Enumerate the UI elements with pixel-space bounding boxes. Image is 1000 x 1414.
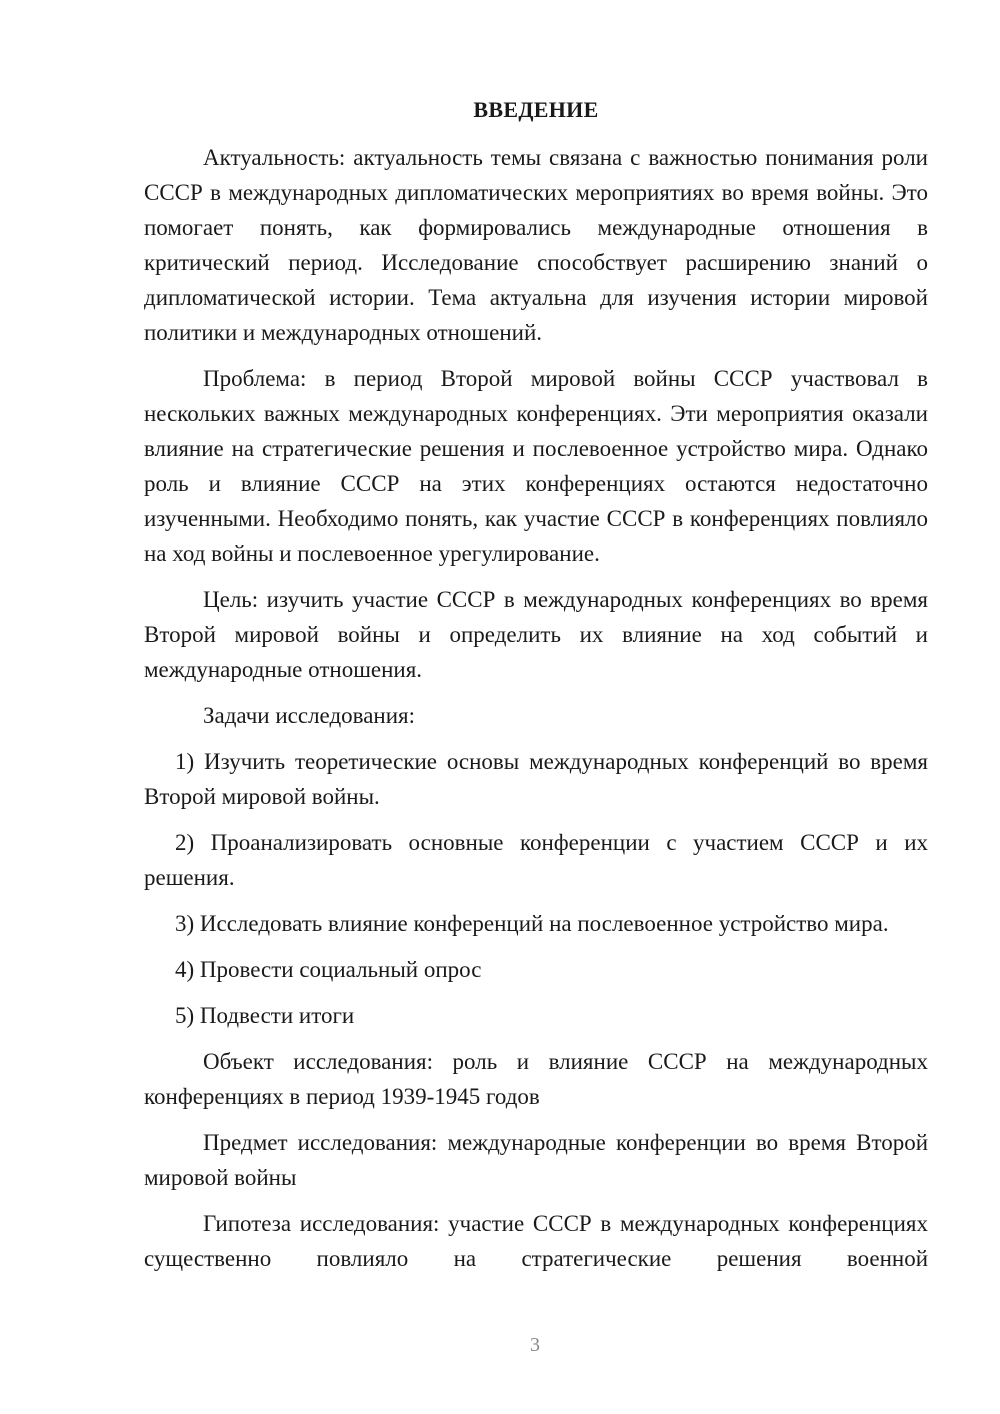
task-item-2: 2) Проанализировать основные конференции с участием СССР и их решения.	[144, 830, 928, 890]
paragraph-tasks-heading: Задачи исследования:	[203, 703, 416, 728]
paragraph-hypothesis: Гипотеза исследования: участие СССР в международных конференциях существенно повлияло на стратегические решения военной	[144, 1211, 928, 1271]
task-item-3: 3) Исследовать влияние конференций на послевоенное устройство мира.	[175, 911, 889, 936]
document-body	[144, 95, 928, 1287]
task-item-4: 4) Провести социальный опрос	[175, 957, 482, 982]
paragraph-relevance: Актуальность: актуальность темы связана с важностью понимания роли СССР в международных дипломатических мероприятиях во время войны. Это помогает понять, как формировались международные отношения в критический период. Исследование способствует расширению знаний о дипломатической истории. Тема актуальна для изучения истории мировой политики и международных отношений.	[144, 145, 928, 345]
paragraph-subject: Предмет исследования: международные конференции во время Второй мировой войны	[144, 1130, 928, 1190]
paragraph-problem: Проблема: в период Второй мировой войны СССР участвовал в нескольких важных международных конференциях. Эти мероприятия оказали влияние на стратегические решения и послевоенное устройство мира. Однако роль и влияние СССР на этих конференциях остаются недостаточно изученными. Необходимо понять, как участие СССР в конференциях повлияло на ход войны и послевоенное урегулирование.	[144, 366, 928, 566]
page-number: 3	[530, 1334, 540, 1356]
paragraph-object: Объект исследования: роль и влияние СССР на международных конференциях в период 1939-1945 годов	[144, 1049, 928, 1109]
task-item-1: 1) Изучить теоретические основы международных конференций во время Второй мировой войны.	[144, 749, 928, 809]
paragraph-goal: Цель: изучить участие СССР в международных конференциях во время Второй мировой войны и определить их влияние на ход событий и международные отношения.	[144, 587, 928, 682]
section-title: ВВЕДЕНИЕ	[473, 97, 599, 122]
task-item-5: 5) Подвести итоги	[175, 1003, 355, 1028]
